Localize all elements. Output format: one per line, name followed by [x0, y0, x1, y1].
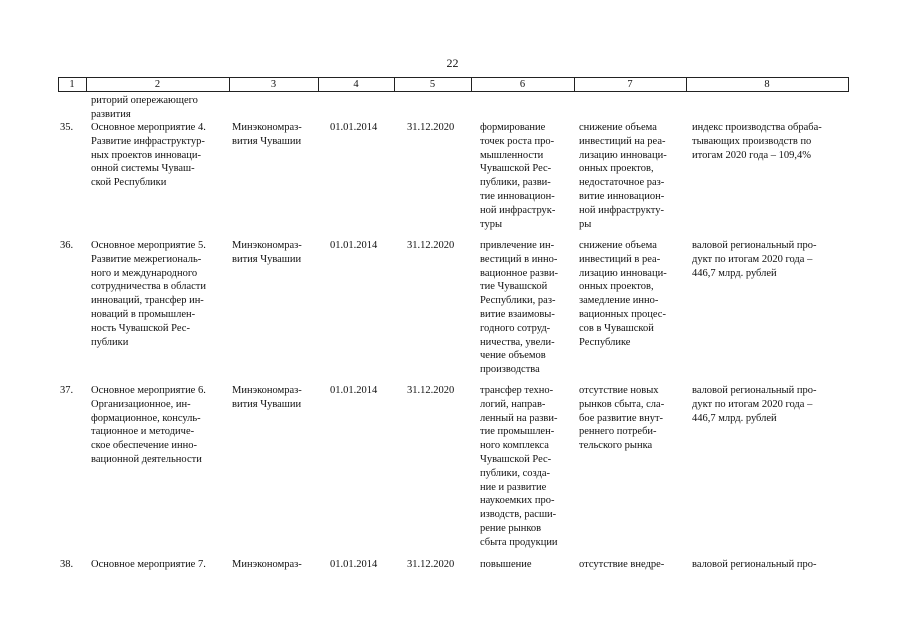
event-name: Основное мероприятие 5. Развитие межрегиональ- ного и международного сотрудничества в области инноваций, трансфер ин- новаций в промышлен- ность Чувашской Рес- публики	[91, 240, 207, 348]
start-date: 01.01.2014	[330, 122, 378, 133]
event-name: Основное мероприятие 4. Развитие инфраструктур- ных проектов инноваци- онной системы Чуваш- ской Республики	[91, 122, 206, 189]
header-col-4: 4	[353, 79, 359, 90]
risk: отсутствие внедре-	[579, 559, 665, 570]
executor: Минэкономраз- вития Чувашии	[232, 122, 302, 147]
indicator: валовой региональный про- дукт по итогам 2020 года – 446,7 млрд. рублей	[692, 240, 817, 279]
header-col-5: 5	[429, 79, 436, 90]
start-date: 01.01.2014	[330, 385, 378, 396]
header-col-7: 7	[627, 79, 633, 90]
end-date: 31.12.2020	[407, 385, 455, 396]
header-separator	[848, 77, 849, 92]
executor: Минэкономраз-	[232, 559, 302, 570]
start-date: 01.01.2014	[330, 559, 378, 570]
continuation-text: риторий опережающего развития	[91, 95, 198, 120]
row-number: 37.	[60, 385, 74, 396]
header-col-3: 3	[270, 79, 277, 90]
header-col-1: 1	[69, 79, 75, 90]
end-date: 31.12.2020	[407, 559, 455, 570]
expected-result: повышение	[480, 559, 532, 570]
expected-result: трансфер техно- логий, направ- ленный на разви- тие промышлен- ного комплекса Чувашской Рес- публики, созда- ние и развитие наукоемких про- изводств, расши- рение рынков сбыта продукции	[480, 385, 558, 548]
expected-result: формирование точек роста про- мышленности Чувашской Рес- публики, разви- тие инновацион- ной инфраструк- туры	[480, 122, 556, 230]
header-col-8: 8	[764, 79, 770, 90]
start-date: 01.01.2014	[330, 240, 378, 251]
header-col-2: 2	[154, 79, 161, 90]
expected-result: привлечение ин- вестиций в инно- вационное разви- тие Чувашской Республики, раз- витие взаимовы- годного сотруд- ничества, увели- чение объемов производства	[480, 240, 559, 376]
indicator: валовой региональный про-	[692, 559, 817, 570]
indicator: валовой региональный про- дукт по итогам 2020 года – 446,7 млрд. рублей	[692, 385, 817, 424]
indicator: индекс производства обраба- тывающих производств по итогам 2020 года – 109,4%	[692, 122, 822, 161]
risk: снижение объема инвестиций в реа- лизацию инноваци- онных проектов, замедление инно- вационных процес- сов в Чувашской Республике	[579, 240, 667, 348]
event-name: Основное мероприятие 6. Организационное, ин- формационное, консуль- тационное и методиче- ское обеспечение инно- вационной деятельности	[91, 385, 206, 465]
header-col-6: 6	[519, 79, 526, 90]
end-date: 31.12.2020	[407, 240, 455, 251]
end-date: 31.12.2020	[407, 122, 455, 133]
row-number: 35.	[60, 122, 74, 133]
row-number: 36.	[60, 240, 74, 251]
page-number: 22	[446, 56, 459, 70]
row-number: 38.	[60, 559, 74, 570]
risk: отсутствие новых рынков сбыта, сла- бое развитие внут- реннего потреби- тельского рынка	[579, 385, 665, 452]
risk: снижение объема инвестиций на реа- лизацию инноваци- онных проектов, недостаточное раз- витие инновацион- ной инфраструкту- ры	[579, 122, 667, 230]
executor: Минэкономраз- вития Чувашии	[232, 240, 302, 265]
executor: Минэкономраз- вития Чувашии	[232, 385, 302, 410]
event-name: Основное мероприятие 7.	[91, 559, 206, 570]
